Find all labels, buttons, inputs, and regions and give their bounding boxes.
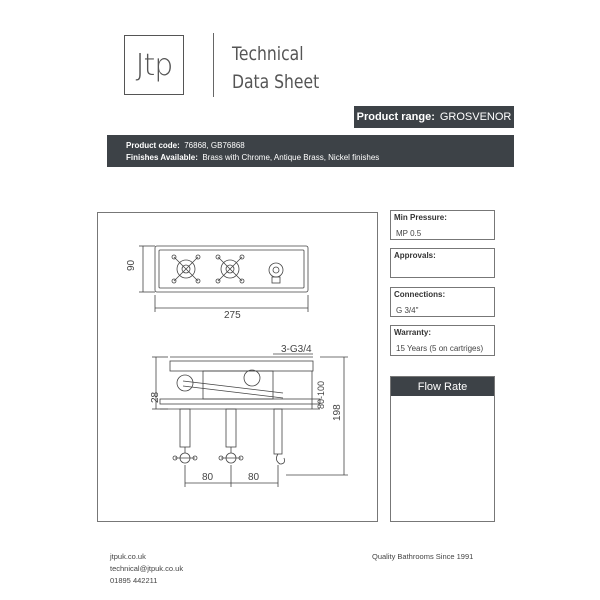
approvals-value xyxy=(391,264,494,270)
dim-adjust-label: 80-100 xyxy=(316,380,326,409)
dim-depth-label: 28 xyxy=(150,391,161,403)
connections-value: G 3/4" xyxy=(396,306,419,315)
connections-box xyxy=(390,287,495,317)
flow-rate-box xyxy=(390,376,495,522)
front-plate-inner xyxy=(159,250,304,288)
technical-drawing-box xyxy=(97,212,378,522)
contact-info xyxy=(110,551,183,587)
approvals-box xyxy=(390,248,495,278)
product-code-value: 76868, GB76868 xyxy=(184,141,245,150)
dim-total-label: 198 xyxy=(332,404,343,421)
finishes-label: Finishes Available: xyxy=(126,153,198,162)
dim-spacing-a-label: 80 xyxy=(202,472,214,483)
min-pressure-box xyxy=(390,210,495,240)
product-code-label: Product code: xyxy=(126,141,180,150)
spindle-right xyxy=(219,409,243,463)
tagline: Quality Bathrooms Since 1991 xyxy=(372,552,474,561)
product-code-row xyxy=(126,140,514,152)
product-range-bar xyxy=(354,106,514,128)
approvals-label: Approvals: xyxy=(394,251,436,260)
product-info-bar xyxy=(107,135,514,167)
finishes-value: Brass with Chrome, Antique Brass, Nickel finishes xyxy=(202,153,380,162)
phone-number: 01895 442211 xyxy=(110,576,158,585)
dim-width-label: 275 xyxy=(224,310,241,321)
dim-spacing-b-label: 80 xyxy=(248,472,260,483)
wall-plate xyxy=(160,399,320,404)
range-label: Product range: xyxy=(356,111,435,123)
spindle-left xyxy=(173,409,197,463)
cross-handle-right xyxy=(216,255,244,283)
email-link[interactable]: technical@jtpuk.co.uk xyxy=(110,564,184,573)
min-pressure-label: Min Pressure: xyxy=(394,213,447,222)
body-top xyxy=(170,361,313,371)
title-line-2: Data Sheet xyxy=(232,71,320,93)
warranty-box xyxy=(390,325,495,356)
document-title xyxy=(232,40,319,96)
lever-arm xyxy=(183,381,283,393)
lever-pivot xyxy=(177,375,193,391)
shower-outlet xyxy=(274,409,285,464)
diverter-knob xyxy=(269,263,283,283)
min-pressure-value: MP 0.5 xyxy=(396,229,422,238)
warranty-value: 15 Years (5 on cartriges) xyxy=(396,344,484,353)
title-line-1: Technical xyxy=(232,43,304,65)
header-divider xyxy=(213,33,214,97)
warranty-label: Warranty: xyxy=(394,328,432,337)
range-value: GROSVENOR xyxy=(439,111,512,123)
front-plate xyxy=(155,246,308,292)
website-link[interactable]: jtpuk.co.uk xyxy=(110,552,146,561)
technical-drawing xyxy=(98,213,377,521)
flow-rate-title: Flow Rate xyxy=(391,377,494,396)
connections-label: Connections: xyxy=(394,290,446,299)
cross-handle-left xyxy=(172,255,200,283)
valve-knob xyxy=(244,370,260,386)
logo-text: Jtp xyxy=(135,47,173,83)
dim-thread-label: 3-G3/4 xyxy=(281,344,312,355)
jtp-logo xyxy=(124,35,184,95)
finishes-row xyxy=(126,152,514,164)
dim-height-label: 90 xyxy=(126,259,137,271)
